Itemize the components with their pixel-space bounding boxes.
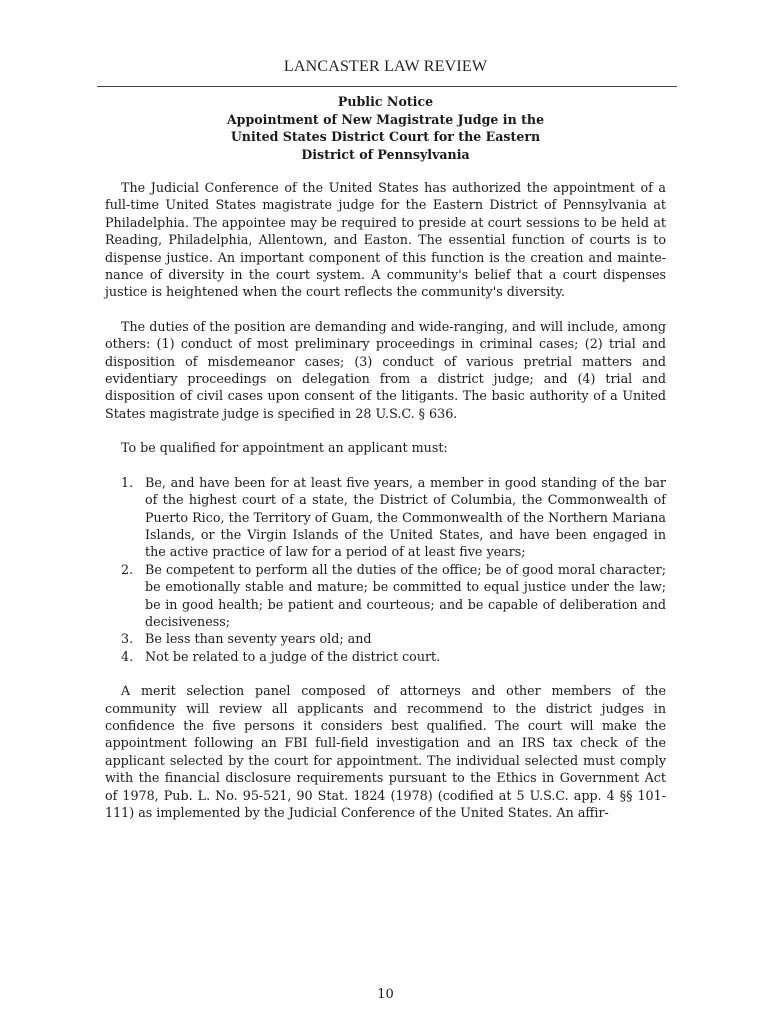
running-head: LANCASTER LAW REVIEW (283, 58, 488, 75)
page-number: 10 (377, 987, 394, 1002)
paragraph-qualifications-intro: To be qualified for appointment an applicant must: (121, 440, 448, 456)
paragraph-authorization: The Judicial Conference of the United States has authorized the appointment of a full-time United States magistrate judge for the Eastern District of Pennsylvania at Philadelphia. The appointee may be required to preside at court sessions to be held at Reading, Philadelphia, Allentown, and Easton. The essential function of courts is to dispense justice. An important component of this function is the creation and maintenance of diversity in the court system. A community's belief that a court dispenses justice is heightened when the court reflects the community's diversity. (105, 180, 666, 300)
list-item-text: Not be related to a judge of the district court. (145, 648, 441, 664)
title-line-4: District of Pennsylvania (301, 146, 470, 162)
qualifications-list (105, 474, 666, 665)
title-line-3: United States District Court for the Eastern (230, 129, 541, 144)
list-item (121, 630, 666, 647)
list-item (121, 648, 666, 665)
title-line-2: Appointment of New Magistrate Judge in the (226, 111, 545, 127)
list-item (121, 561, 666, 631)
list-item-number: 2. (121, 561, 134, 577)
page (105, 56, 666, 1002)
header-rule (97, 86, 677, 87)
list-item-text: Be, and have been for at least five years, a member in good standing of the bar of the highest court of a state, the District of Columbia, the Commonwealth of Puerto Rico, the Territory of Guam, the Commonwealth of the Northern Mariana Islands, or the Virgin Islands of the United States, and have been engaged in the active practice of law for a period of at least five years; (145, 474, 666, 560)
list-item-text: Be less than seventy years old; and (145, 631, 372, 647)
list-item-number: 4. (121, 648, 134, 664)
list-item-number: 3. (121, 631, 134, 647)
notice-title (105, 93, 666, 163)
list-item (121, 474, 666, 561)
list-item-text: Be competent to perform all the duties of the office; be of good moral character; be emotionally stable and mature; be committed to equal justice under the law; be in good health; be patient and courteous; and be capable of deliberation and decisiveness; (145, 561, 666, 629)
list-item-number: 1. (121, 474, 134, 490)
title-line-1: Public Notice (337, 94, 434, 109)
paragraph-selection-panel: A merit selection panel composed of attorneys and other members of the community will review all applicants and recommend to the district judges in confidence the five persons it considers best qualified. The court will make the appointment following an FBI full-field investigation and an IRS tax check of the applicant selected by the court for appointment. The individual selected must comply with the financial disclosure requirements pursuant to the Ethics in Government Act of 1978, Pub. L. No. 95-521, 90 Stat. 1824 (1978) (codified at 5 U.S.C. app. 4 §§ 101- 111) as implemented by the Judicial Conference of the United States. An affir- (105, 683, 666, 820)
paragraph-duties: The duties of the position are demanding and wide-ranging, and will include, among others: (1) conduct of most preliminary proceedings in criminal cases; (2) trial and disposition of misdemeanor cases; (3) conduct of various pretrial matters and evidentiary proceedings on delegation from a district judge; and (4) trial and disposition of civil cases upon consent of the litigants. The basic authority of a United States magistrate judge is specified in 28 U.S.C. § 636. (105, 318, 666, 421)
